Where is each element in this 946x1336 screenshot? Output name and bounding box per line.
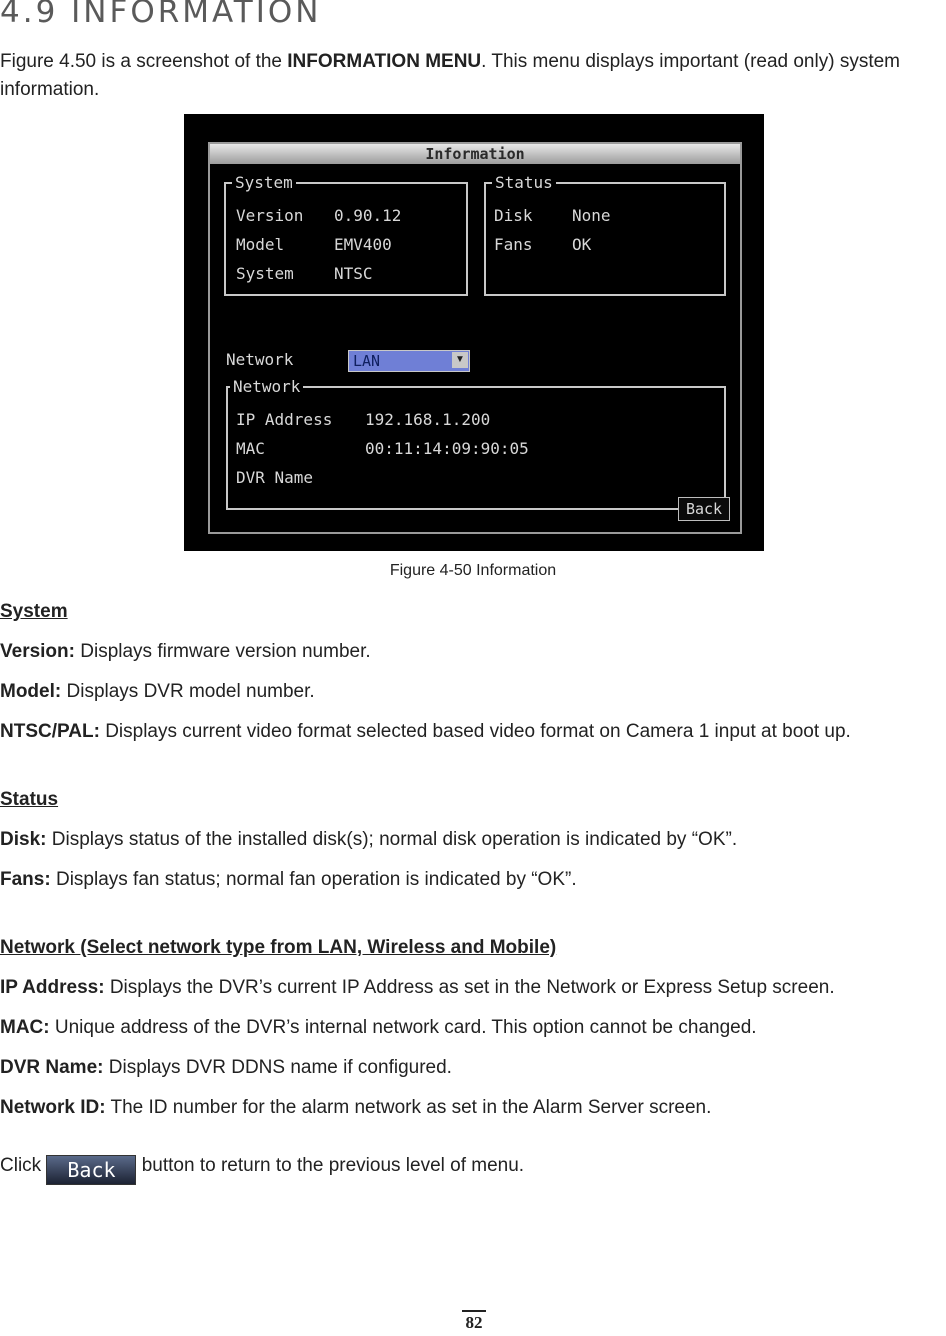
system-section-title: [0, 598, 68, 626]
version-value: 0.90.12: [334, 206, 402, 225]
fans-label: Fans: [494, 235, 533, 254]
term: Model:: [0, 681, 62, 702]
model-value: EMV400: [334, 235, 392, 254]
network-item-network-id: [0, 1094, 711, 1122]
system-label: System: [236, 264, 294, 283]
instruction-after: button to return to the previous level of menu.: [136, 1155, 525, 1176]
system-item-version: [0, 638, 371, 666]
information-screenshot: [184, 114, 764, 551]
desc: Displays DVR model number.: [61, 681, 315, 702]
inline-back-button: Back: [46, 1155, 136, 1185]
status-item-fans: [0, 866, 577, 894]
system-value: NTSC: [334, 264, 373, 283]
intro-prefix: Figure 4.50 is a screenshot of the: [0, 51, 288, 72]
intro-bold-term: INFORMATION MENU: [287, 51, 482, 72]
network-item-mac: [0, 1014, 757, 1042]
system-item-model: [0, 678, 315, 706]
network-type-dropdown[interactable]: [348, 350, 470, 372]
desc: Displays fan status; normal fan operation is indicated by “OK”.: [50, 869, 577, 890]
mac-value: 00:11:14:09:90:05: [365, 439, 529, 458]
desc: Displays current video format selected based video format on Camera 1 input at boot up.: [99, 721, 851, 742]
system-title: System: [0, 601, 68, 622]
desc: Displays the DVR’s current IP Address as set in the Network or Express Setup screen.: [104, 977, 835, 998]
system-item-ntsc-pal: [0, 718, 851, 746]
term: Disk:: [0, 829, 47, 850]
ip-address-label: IP Address: [236, 410, 333, 429]
system-box-legend: System: [232, 173, 296, 192]
network-title: Network (Select network type from LAN, Wireless and Mobile): [0, 937, 557, 958]
status-box-legend: Status: [492, 173, 556, 192]
window-title: Information: [210, 144, 740, 164]
instruction-before: Click: [0, 1155, 47, 1176]
status-box: [484, 173, 726, 296]
status-title: Status: [0, 789, 59, 810]
back-button[interactable]: Back: [678, 497, 730, 521]
network-type-value: LAN: [353, 352, 381, 370]
disk-label: Disk: [494, 206, 533, 225]
disk-value: None: [572, 206, 611, 225]
desc: Displays DVR DDNS name if configured.: [103, 1057, 452, 1078]
term: Fans:: [0, 869, 51, 890]
network-item-ip: [0, 974, 835, 1002]
term: IP Address:: [0, 977, 105, 998]
term: MAC:: [0, 1017, 50, 1038]
intro-paragraph: [0, 48, 946, 76]
term: Network ID:: [0, 1097, 106, 1118]
network-item-dvr-name: [0, 1054, 452, 1082]
term: Version:: [0, 641, 75, 662]
chevron-down-icon[interactable]: ▼: [452, 352, 468, 368]
desc: The ID number for the alarm network as set in the Alarm Server screen.: [105, 1097, 712, 1118]
intro-suffix: . This menu displays important (read only) system: [481, 51, 901, 72]
desc: Unique address of the DVR’s internal network card. This option cannot be changed.: [49, 1017, 757, 1038]
term: DVR Name:: [0, 1057, 104, 1078]
status-item-disk: [0, 826, 737, 854]
model-label: Model: [236, 235, 285, 254]
network-select-label: Network: [226, 350, 294, 369]
status-section-title: [0, 786, 58, 814]
network-box-legend: Network: [230, 377, 303, 396]
intro-line2: information.: [0, 79, 100, 100]
mac-label: MAC: [236, 439, 265, 458]
dvr-name-label: DVR Name: [236, 468, 314, 487]
network-box: [226, 377, 726, 510]
system-box: [224, 173, 468, 296]
ip-address-value: 192.168.1.200: [365, 410, 491, 429]
desc: Displays firmware version number.: [74, 641, 371, 662]
fans-value: OK: [572, 235, 592, 254]
section-heading: 4.9 INFORMATION: [0, 0, 322, 30]
network-section-title: [0, 934, 556, 962]
desc: Displays status of the installed disk(s); normal disk operation is indicated by “OK”.: [46, 829, 738, 850]
version-label: Version: [236, 206, 304, 225]
information-window: [208, 142, 742, 534]
page-number: 82: [462, 1310, 486, 1334]
term: NTSC/PAL:: [0, 721, 100, 742]
figure-caption: Figure 4-50 Information: [389, 562, 557, 579]
back-instruction: [0, 1152, 524, 1185]
